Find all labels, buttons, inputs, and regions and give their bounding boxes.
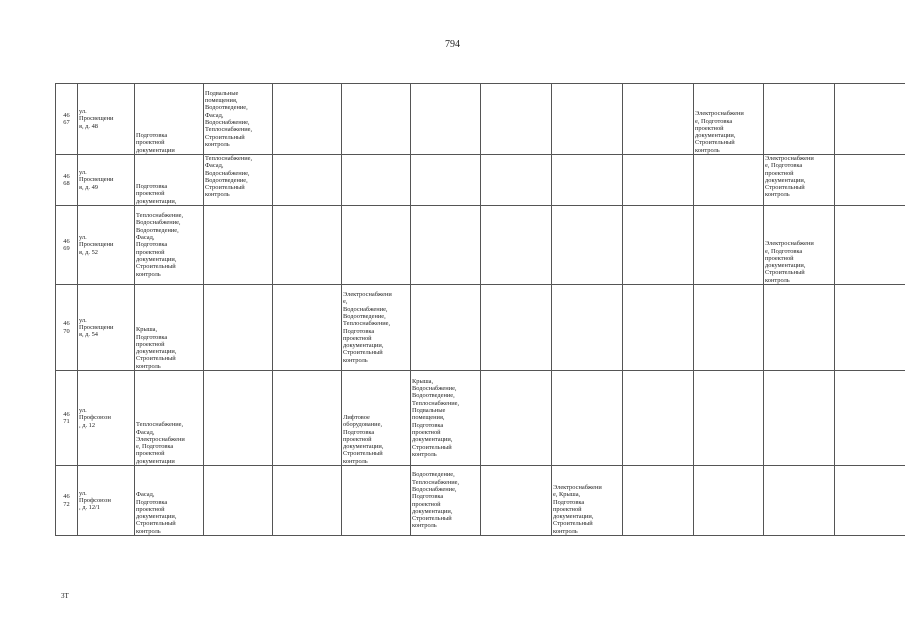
footer-note: 3Т (61, 592, 69, 600)
address-cell: ул. Просвещени я, д. 52 (78, 206, 135, 285)
work-cell: Электроснабжени е, Подготовка проектной документации, Строительный контроль (764, 155, 835, 206)
repair-schedule-table (55, 83, 905, 536)
work-cell (552, 84, 623, 155)
work-cell (411, 155, 481, 206)
work-cell (764, 371, 835, 466)
work-cell (623, 371, 694, 466)
work-cell (552, 285, 623, 371)
work-cell (481, 371, 552, 466)
work-cell (411, 285, 481, 371)
work-cell (342, 466, 411, 536)
address-cell: ул. Профсоюзн , д. 12 (78, 371, 135, 466)
work-cell: Теплоснабжение, Фасад, Электроснабжени е, Подготовка проектной документации (135, 371, 204, 466)
address-cell: ул. Профсоюзн , д. 12/1 (78, 466, 135, 536)
work-cell (835, 206, 905, 285)
work-cell (835, 466, 905, 536)
work-cell (623, 155, 694, 206)
work-cell (552, 206, 623, 285)
work-cell (481, 206, 552, 285)
work-cell (694, 371, 764, 466)
work-cell (623, 206, 694, 285)
row-number: 46 72 (56, 466, 78, 536)
work-cell (273, 84, 342, 155)
work-cell (764, 285, 835, 371)
work-cell: Подготовка проектной документации (135, 84, 204, 155)
work-cell (481, 84, 552, 155)
work-cell (835, 155, 905, 206)
work-cell (342, 206, 411, 285)
work-cell (273, 206, 342, 285)
work-cell (694, 285, 764, 371)
address-cell: ул. Просвещени я, д. 54 (78, 285, 135, 371)
work-cell: Теплоснабжение, Фасад, Водоснабжение, Водоотведение, Строительный контроль (204, 155, 273, 206)
work-cell: Подвальные помещения, Водоотведение, Фасад, Водоснабжение, Теплоснабжение, Строительный контроль (204, 84, 273, 155)
work-cell (411, 84, 481, 155)
work-cell (835, 285, 905, 371)
work-cell (764, 466, 835, 536)
table-row (56, 155, 905, 206)
work-cell (204, 466, 273, 536)
work-cell (552, 155, 623, 206)
work-cell (623, 84, 694, 155)
work-cell (694, 155, 764, 206)
work-cell: Фасад, Подготовка проектной документации, Строительный контроль (135, 466, 204, 536)
work-cell: Лифтовое оборудование, Подготовка проектной документации, Строительный контроль (342, 371, 411, 466)
work-cell (273, 155, 342, 206)
row-number: 46 70 (56, 285, 78, 371)
work-cell (342, 155, 411, 206)
work-cell (835, 371, 905, 466)
row-number: 46 71 (56, 371, 78, 466)
work-cell (481, 155, 552, 206)
work-cell (204, 206, 273, 285)
address-cell: ул. Просвещени я, д. 49 (78, 155, 135, 206)
work-cell: Электроснабжени е, Подготовка проектной документации, Строительный контроль (694, 84, 764, 155)
work-cell (342, 84, 411, 155)
work-cell (273, 285, 342, 371)
page-number: 794 (445, 39, 460, 50)
work-cell: Подготовка проектной документации, (135, 155, 204, 206)
work-cell (273, 466, 342, 536)
row-number: 46 67 (56, 84, 78, 155)
work-cell: Электроснабжени е, Крыша, Подготовка проектной документации, Строительный контроль (552, 466, 623, 536)
work-cell (481, 466, 552, 536)
work-cell (481, 285, 552, 371)
row-number: 46 69 (56, 206, 78, 285)
work-cell (623, 466, 694, 536)
row-number: 46 68 (56, 155, 78, 206)
work-cell: Электроснабжени е, Водоснабжение, Водоотведение, Теплоснабжение, Подготовка проектной документации, Строительный контроль (342, 285, 411, 371)
table-row (56, 371, 905, 466)
table-row (56, 84, 905, 155)
work-cell (835, 84, 905, 155)
table-row (56, 206, 905, 285)
table-row (56, 466, 905, 536)
work-cell: Электроснабжени е, Подготовка проектной документации, Строительный контроль (764, 206, 835, 285)
work-cell (204, 285, 273, 371)
work-cell: Водоотведение, Теплоснабжение, Водоснабжение, Подготовка проектной документации, Строительный контроль (411, 466, 481, 536)
work-cell (411, 206, 481, 285)
table-row (56, 285, 905, 371)
work-cell: Крыша, Водоснабжение, Водоотведение, Теплоснабжение, Подвальные помещения, Подготовка проектной документации, Строительный контроль (411, 371, 481, 466)
address-cell: ул. Просвещени я, д. 48 (78, 84, 135, 155)
work-cell (552, 371, 623, 466)
work-cell (764, 84, 835, 155)
work-cell (204, 371, 273, 466)
work-cell: Теплоснабжение, Водоснабжение, Водоотведение, Фасад, Подготовка проектной документации, Строительный контроль (135, 206, 204, 285)
work-cell (694, 206, 764, 285)
work-cell: Крыша, Подготовка проектной документации, Строительный контроль (135, 285, 204, 371)
work-cell (623, 285, 694, 371)
work-cell (694, 466, 764, 536)
work-cell (273, 371, 342, 466)
